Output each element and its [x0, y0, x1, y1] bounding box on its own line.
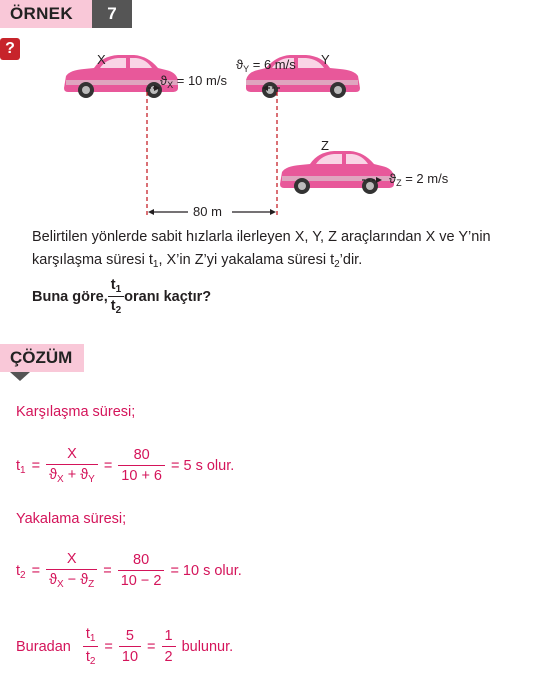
solution-step1-title: Karşılaşma süresi; — [16, 404, 136, 420]
car-z — [280, 151, 394, 194]
solution-step2-title: Yakalama süresi; — [16, 511, 127, 527]
question-icon: ? — [0, 38, 20, 60]
car-z-label: Z — [321, 138, 329, 153]
solution-step2-equation: $t_2$ = $\frac{X}{ϑ_X - ϑ_Z}$ = $\frac{80}{10 - 2}$ = 10 s olur. — [16, 551, 242, 590]
solution-step1-equation: $t_1$ = $\frac{X}{ϑ_X + ϑ_Y}$ = $\frac{80}{10 + 6}$ = 5 s olur. — [16, 446, 235, 485]
solution-label: ÇÖZÜM — [10, 348, 73, 367]
vy-label: $ϑ_Y = 6$ m/s — [236, 57, 296, 74]
problem-line-2: karşılaşma süresi $t_1$, X’in Z’yi yakalama süresi $t_2’dir$. — [32, 252, 363, 270]
distance-label: 80 m — [193, 204, 222, 219]
problem-line-1: Belirtilen yönlerde sabit hızlarla ilerleyen X, Y, Z araçlarından X ve Y’nin — [32, 229, 491, 245]
question-ratio: $\frac{t_1}{t_2}$ — [108, 276, 124, 317]
vx-label: $ϑ_X = 10$ m/s — [160, 73, 227, 90]
solution-step3-equation: Buradan $\frac{t_1}{t_2}$ = $\frac{5}{10}$ = $\frac{1}{2}$ bulunur. — [16, 626, 234, 667]
vz-label: $ϑ_Z = 2$ m/s — [389, 171, 449, 188]
problem-question: Buna göre, $\frac{t_1}{t_2}$ oranı kaçtır? — [32, 277, 212, 316]
car-x-label: X — [97, 52, 106, 67]
example-label: ÖRNEK — [10, 4, 73, 23]
car-y-label: Y — [321, 52, 330, 67]
solution-pointer-icon — [10, 372, 30, 382]
example-number: 7 — [92, 0, 132, 28]
